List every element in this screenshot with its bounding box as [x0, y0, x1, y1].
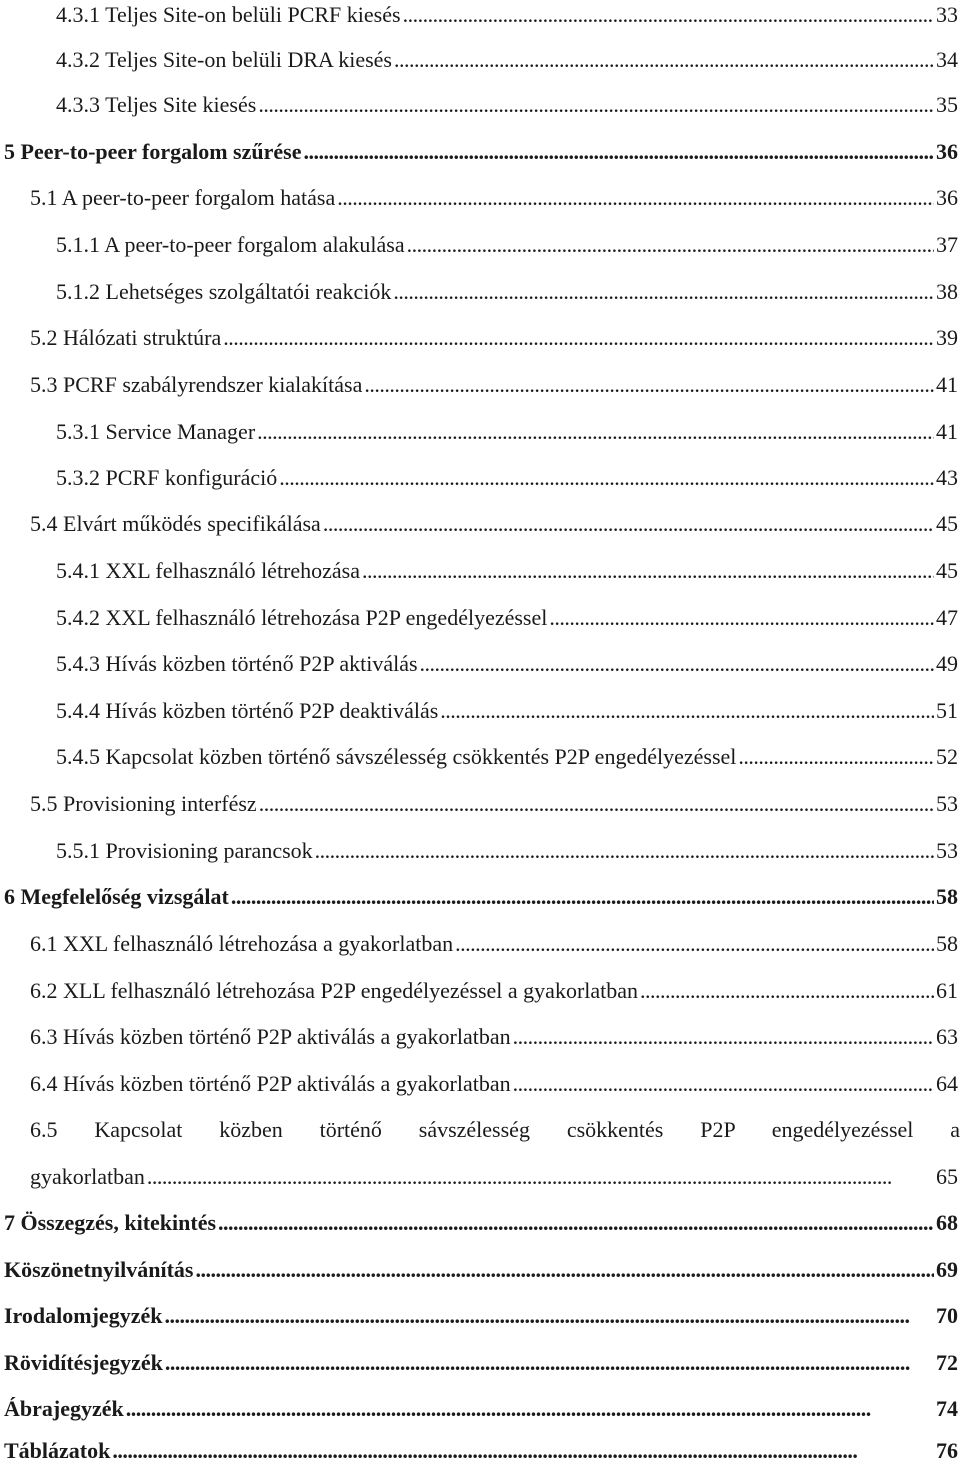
toc-entry-page: 41	[936, 372, 958, 397]
dot-leader	[218, 1208, 934, 1238]
toc-entry-page: 52	[936, 744, 958, 769]
toc-entry-page: 49	[936, 651, 958, 676]
toc-entry[interactable]	[0, 1208, 960, 1238]
dot-leader	[165, 1348, 934, 1378]
toc-word: a	[950, 1117, 960, 1142]
toc-entry-title: 5.3.1 Service Manager	[56, 419, 256, 444]
toc-entry-page: 45	[936, 558, 958, 583]
toc-word: sávszélesség	[418, 1117, 530, 1142]
dot-leader	[315, 836, 934, 866]
toc-entry-title: 5.4.3 Hívás közben történő P2P aktiválás	[56, 651, 418, 676]
dot-leader	[640, 976, 934, 1006]
toc-entry-title: 6.4 Hívás közben történő P2P aktiválás a gyakorlatban	[30, 1071, 511, 1096]
toc-entry-page: 69	[936, 1257, 958, 1282]
toc-entry-title: 4.3.2 Teljes Site-on belüli DRA kiesés	[56, 47, 392, 72]
toc-entry-title: 5.3.2 PCRF konfiguráció	[56, 465, 278, 490]
dot-leader	[195, 1255, 934, 1285]
dot-leader	[362, 556, 934, 586]
toc-entry-title: 6.2 XLL felhasználó létrehozása P2P engedélyezéssel a gyakorlatban	[30, 978, 639, 1003]
toc-entry-page: 68	[936, 1210, 958, 1235]
toc-entry-title: 5.4.4 Hívás közben történő P2P deaktiválás	[56, 698, 439, 723]
toc-entry-page: 35	[936, 92, 958, 117]
toc-entry-page: 58	[936, 884, 958, 909]
toc-entry[interactable]	[0, 323, 960, 353]
toc-entry-title: 4.3.3 Teljes Site kiesés	[56, 92, 257, 117]
toc-entry-page: 65	[936, 1164, 958, 1189]
dot-leader	[223, 323, 934, 353]
toc-entry-title: 5.2 Hálózati struktúra	[30, 325, 222, 350]
toc-entry-title: 6 Megfelelőség vizsgálat	[4, 884, 229, 909]
toc-entry[interactable]	[0, 882, 960, 912]
toc-entry-title: 5.5.1 Provisioning parancsok	[56, 838, 313, 863]
toc-entry[interactable]	[0, 789, 960, 819]
toc-entry-page: 39	[936, 325, 958, 350]
toc-entry[interactable]	[0, 137, 960, 167]
toc-entry-page: 43	[936, 465, 958, 490]
toc-entry-title: 7 Összegzés, kitekintés	[4, 1210, 217, 1235]
toc-entry-page: 51	[936, 698, 958, 723]
toc-entry-page: 76	[936, 1438, 958, 1463]
toc-entry-title: Irodalomjegyzék	[4, 1303, 163, 1328]
toc-entry-title: 6.3 Hívás közben történő P2P aktiválás a gyakorlatban	[30, 1024, 511, 1049]
toc-word: történő	[319, 1117, 382, 1142]
toc-word: csökkentés	[566, 1117, 664, 1142]
toc-entry-page: 45	[936, 511, 958, 536]
dot-leader	[738, 742, 934, 772]
toc-entry[interactable]	[0, 976, 960, 1006]
toc-entry-title: 5.5 Provisioning interfész	[30, 791, 257, 816]
dot-leader	[337, 183, 934, 213]
toc-entry-title: Köszönetnyilvánítás	[4, 1257, 194, 1282]
toc-entry-title: 5.4.1 XXL felhasználó létrehozása	[56, 558, 361, 583]
toc-entry-page: 58	[936, 931, 958, 956]
toc-entry[interactable]	[0, 183, 960, 213]
toc-word: közben	[219, 1117, 283, 1142]
dot-leader	[394, 45, 934, 75]
dot-leader	[279, 463, 934, 493]
toc-entry-title: 5 Peer-to-peer forgalom szűrése	[4, 139, 302, 164]
toc-entry-page: 63	[936, 1024, 958, 1049]
toc-entry-title: 4.3.1 Teljes Site-on belüli PCRF kiesés	[56, 2, 401, 27]
toc-entry[interactable]	[0, 696, 960, 726]
toc-entry[interactable]	[0, 603, 960, 633]
toc-entry[interactable]	[0, 556, 960, 586]
toc-entry[interactable]	[0, 90, 960, 120]
toc-entry[interactable]	[0, 509, 960, 539]
toc-entry-title: 5.3 PCRF szabályrendszer kialakítása	[30, 372, 363, 397]
toc-entry[interactable]	[0, 1436, 960, 1466]
toc-entry[interactable]	[0, 277, 960, 307]
toc-entry-title: Ábrajegyzék	[4, 1396, 124, 1421]
toc-entry-page: 74	[936, 1396, 958, 1421]
toc-entry-page: 36	[936, 185, 958, 210]
toc-entry[interactable]	[0, 45, 960, 75]
toc-entry-page: 34	[936, 47, 958, 72]
toc-word: engedélyezéssel	[771, 1117, 914, 1142]
toc-entry[interactable]	[0, 1348, 960, 1378]
toc-word: Kapcsolat	[94, 1117, 183, 1142]
toc-entry-title: 5.1.1 A peer-to-peer forgalom alakulása	[56, 232, 405, 257]
toc-entry-title: 5.1 A peer-to-peer forgalom hatása	[30, 185, 336, 210]
dot-leader	[112, 1436, 934, 1466]
toc-entry[interactable]	[0, 1162, 960, 1192]
toc-entry[interactable]	[0, 370, 960, 400]
toc-entry-page: 33	[936, 2, 958, 27]
dot-leader	[164, 1301, 934, 1331]
dot-leader	[403, 0, 934, 30]
toc-entry-page: 47	[936, 605, 958, 630]
toc-entry-title: 6.1 XXL felhasználó létrehozása a gyakorlatban	[30, 931, 454, 956]
toc-entry-title: 5.1.2 Lehetséges szolgáltatói reakciók	[56, 279, 392, 304]
toc-entry-title: 5.4.5 Kapcsolat közben történő sávszélesség csökkentés P2P engedélyezéssel	[56, 744, 737, 769]
toc-entry[interactable]	[0, 1069, 960, 1099]
toc-entry-page: 38	[936, 279, 958, 304]
toc-entry[interactable]	[0, 1301, 960, 1331]
toc-entry-title: 5.4 Elvárt működés specifikálása	[30, 511, 321, 536]
dot-leader	[323, 509, 934, 539]
toc-word: P2P	[700, 1117, 735, 1142]
toc-word: 6.5	[30, 1117, 58, 1142]
toc-entry-page: 36	[936, 139, 958, 164]
toc-entry-title: gyakorlatban	[30, 1164, 145, 1189]
toc-entry[interactable]	[0, 742, 960, 772]
toc-entry[interactable]	[0, 1022, 960, 1052]
dot-leader	[231, 882, 934, 912]
dot-leader	[259, 789, 934, 819]
toc-entry[interactable]	[0, 836, 960, 866]
dot-leader	[258, 90, 934, 120]
toc-entry-page: 70	[936, 1303, 958, 1328]
dot-leader	[407, 230, 934, 260]
toc-entry-page: 72	[936, 1350, 958, 1375]
toc-entry[interactable]	[0, 230, 960, 260]
toc-entry[interactable]	[0, 417, 960, 447]
dot-leader	[303, 137, 934, 167]
dot-leader	[393, 277, 934, 307]
dot-leader	[126, 1394, 934, 1424]
toc-entry-page: 41	[936, 419, 958, 444]
toc-entry-title: Táblázatok	[4, 1438, 111, 1463]
dot-leader	[455, 929, 934, 959]
toc-entry-title: Rövidítésjegyzék	[4, 1350, 163, 1375]
toc-entry-page: 53	[936, 838, 958, 863]
toc-entry[interactable]	[0, 0, 960, 30]
toc-entry-page: 64	[936, 1071, 958, 1096]
toc-entry-wrapped-first-line[interactable]	[30, 1115, 960, 1145]
dot-leader	[549, 603, 934, 633]
toc-entry-page: 53	[936, 791, 958, 816]
toc-entry[interactable]	[0, 649, 960, 679]
dot-leader	[420, 649, 934, 679]
dot-leader	[364, 370, 934, 400]
toc-entry[interactable]	[0, 1394, 960, 1424]
dot-leader	[513, 1022, 934, 1052]
dot-leader	[513, 1069, 934, 1099]
toc-entry[interactable]	[0, 929, 960, 959]
toc-entry[interactable]	[0, 1255, 960, 1285]
toc-entry-page: 61	[936, 978, 958, 1003]
dot-leader	[257, 417, 934, 447]
dot-leader	[440, 696, 934, 726]
toc-entry-page: 37	[936, 232, 958, 257]
dot-leader	[147, 1162, 934, 1192]
toc-entry-title: 5.4.2 XXL felhasználó létrehozása P2P engedélyezéssel	[56, 605, 548, 630]
toc-entry[interactable]	[0, 463, 960, 493]
